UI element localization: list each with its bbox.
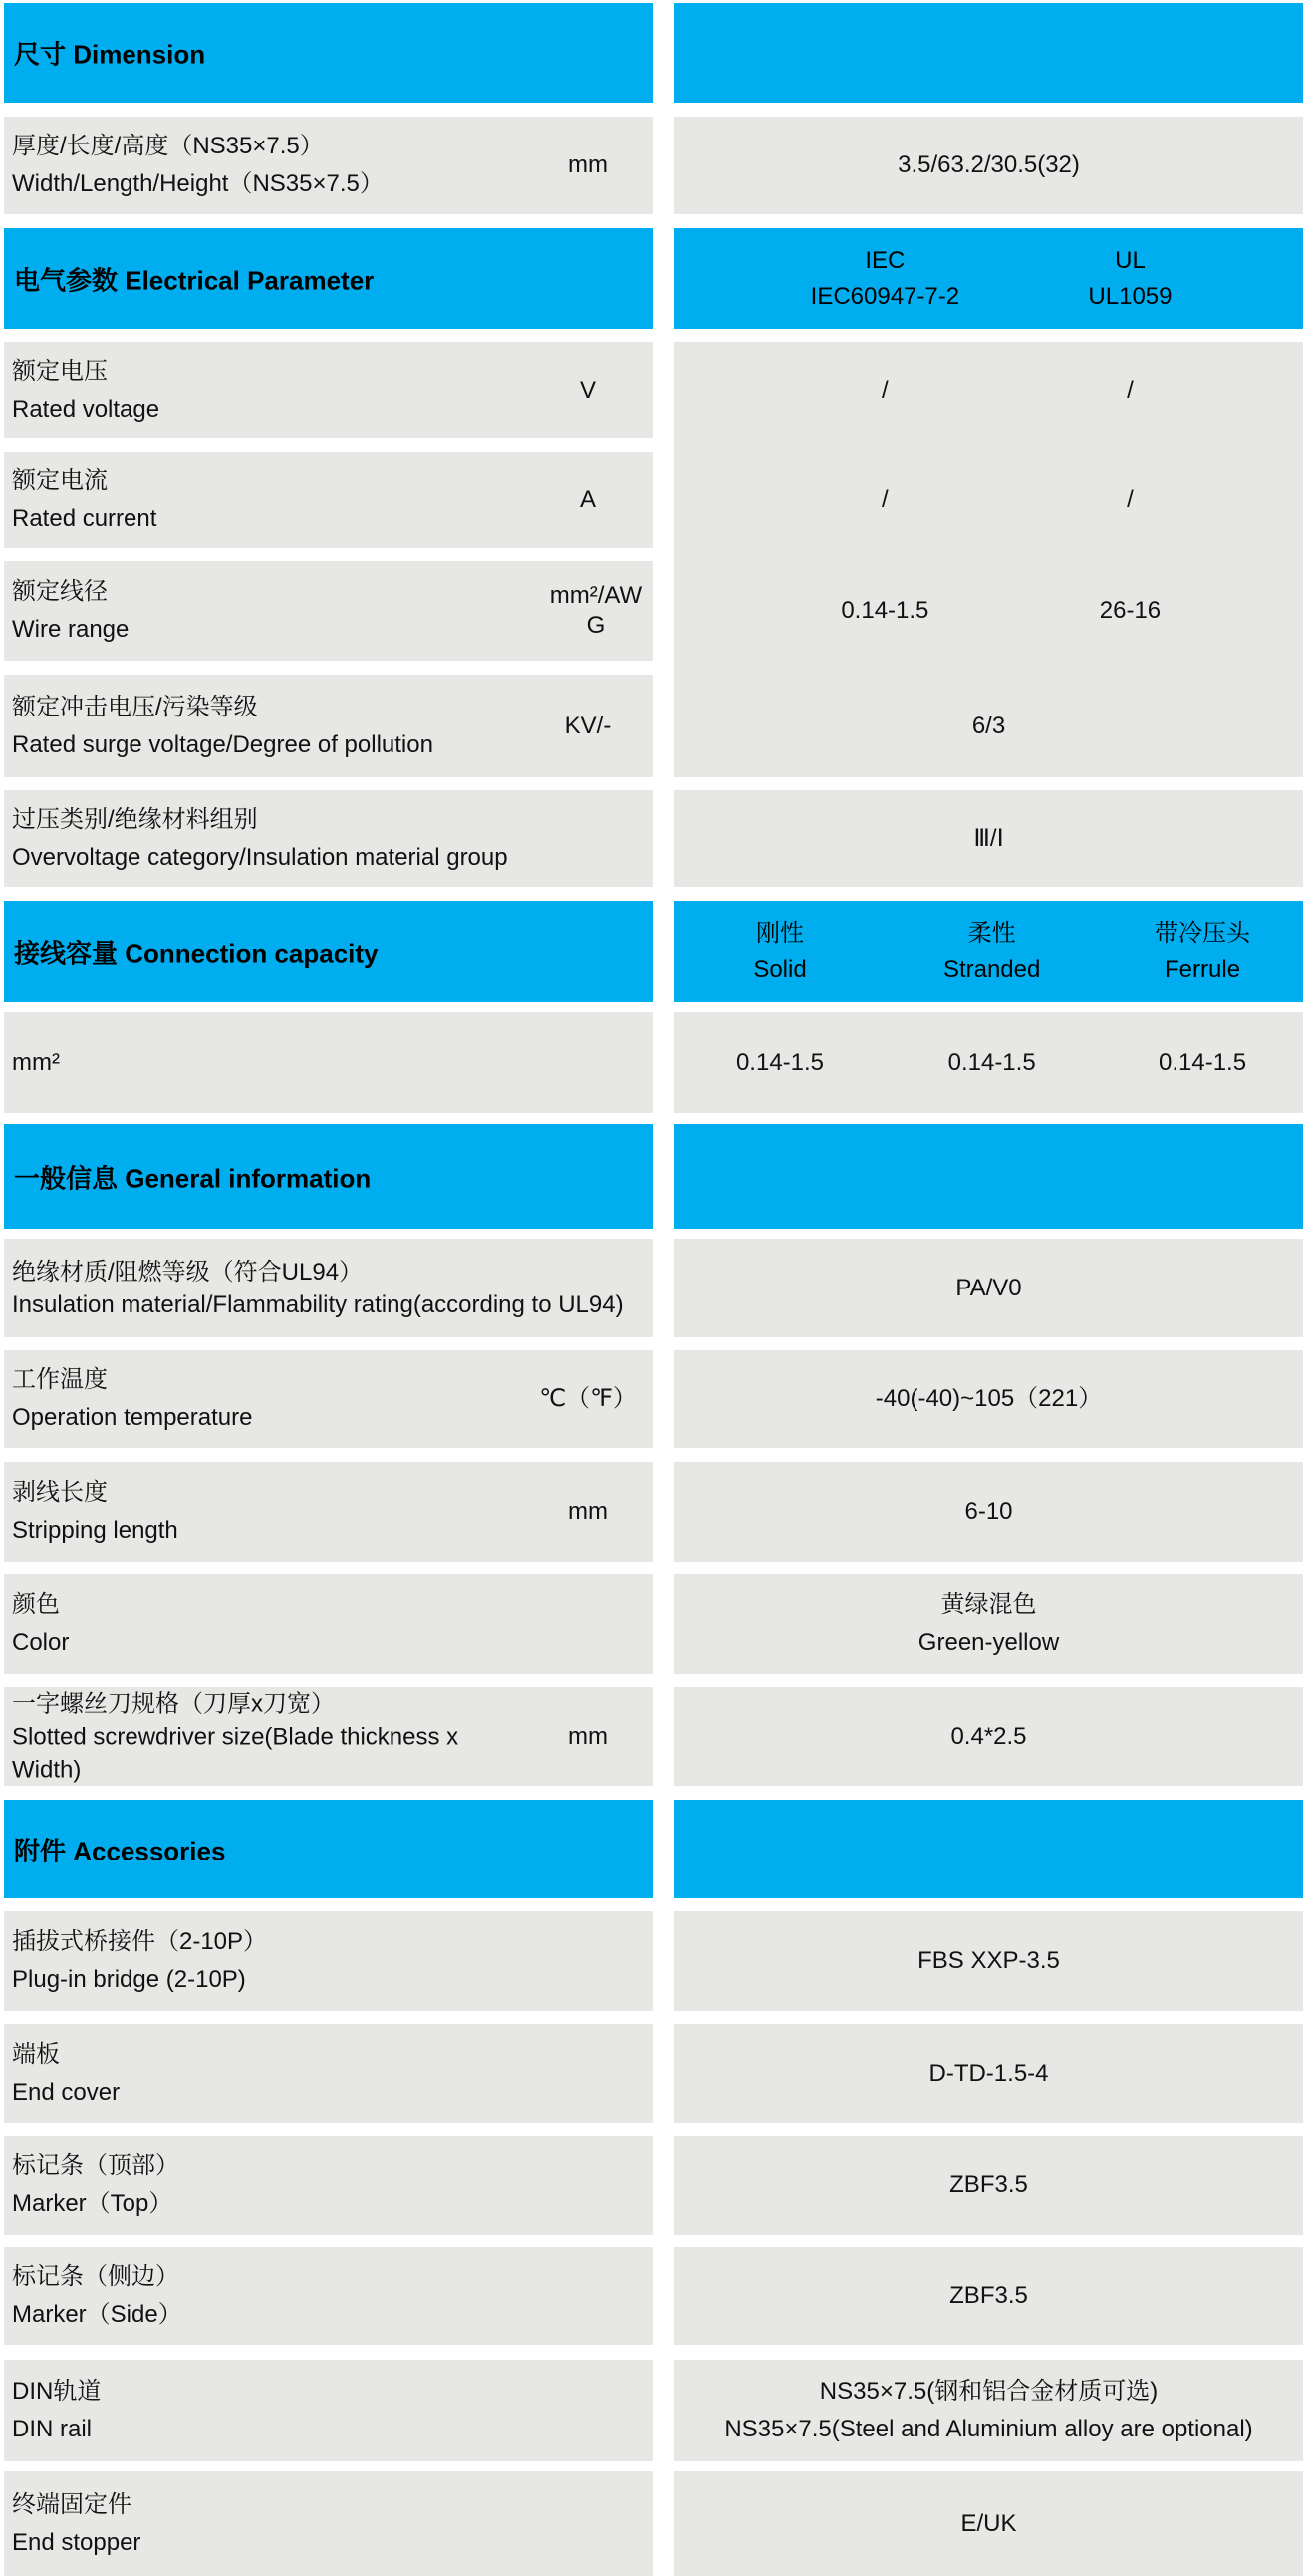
unit: ℃（℉） [539,1385,637,1412]
label-zh: 颜色 [12,1591,60,1618]
section-title: 附件 Accessories [14,1836,226,1865]
row-end-cover [0,2024,1307,2123]
label [12,2258,182,2334]
label [12,1586,69,1662]
section-header-electrical-left [4,228,653,329]
column-header-stranded [943,916,1040,988]
label-cell [4,1687,653,1786]
value: PA/V0 [955,1274,1022,1301]
label-cell [4,1012,653,1113]
column-header-solid-zh: 刚性 [756,919,804,947]
label-zh: 工作温度 [12,1366,108,1393]
value: Ⅲ/Ⅰ [973,824,1004,852]
label-en: Marker（Top） [12,2190,173,2217]
value-cell [674,2360,1303,2461]
label-en: Overvoltage category/Insulation material group [12,843,508,871]
row-din-rail [0,2360,1307,2461]
section-header-dimension [0,3,1307,103]
value-cell [674,2471,1303,2576]
label-cell [4,117,653,214]
label-en: Insulation material/Flammability rating(according to UL94) [12,1290,624,1318]
label [12,1361,252,1437]
value-cell-merged [674,342,1303,777]
label-zh: 绝缘材质/阻燃等级（符合UL94） [12,1258,364,1286]
row-overvoltage-category [0,790,1307,887]
label-zh: 标记条（顶部） [12,2152,179,2179]
label-en: Wire range [12,616,130,643]
unit: V [579,376,596,404]
value: FBS XXP-3.5 [917,1947,1060,1974]
section-title: 电气参数 Electrical Parameter [14,265,375,295]
value [724,2373,1252,2448]
label-cell [4,1239,653,1337]
column-header-ul [1088,243,1172,315]
value-cell [674,2024,1303,2123]
value-cell [674,2247,1303,2345]
value-zh: 黄绿混色 [940,1591,1037,1618]
voltage-value-band [674,342,1303,438]
value-ul: 26-16 [1099,597,1162,624]
label [12,2373,101,2448]
value-cell [674,790,1303,887]
label [12,1923,267,1999]
label-en: Operation temperature [12,1404,253,1431]
value: E/UK [960,2509,1017,2537]
section-header-general [0,1124,1307,1229]
value-cell [674,1574,1303,1674]
value-iec: / [882,486,889,513]
section-header-electrical-right [674,228,1303,329]
label-en: Rated surge voltage/Degree of pollution [12,730,433,758]
column-header-ul-standard: UL1059 [1088,282,1173,310]
value: ZBF3.5 [949,2282,1028,2309]
value: D-TD-1.5-4 [928,2059,1049,2087]
section-header-general-right [674,1124,1303,1229]
unit: A [579,486,596,513]
row-operation-temperature [0,1350,1307,1448]
label-zh: 终端固定件 [12,2490,131,2518]
section-title: 一般信息 General information [14,1163,372,1193]
value-en: Green-yellow [917,1629,1060,1656]
row-size [0,117,1307,214]
label [12,1044,60,1082]
label [12,2486,140,2562]
label-en: Marker（Side） [12,2301,182,2328]
unit: KV/- [564,712,612,739]
section-header-accessories-left [4,1800,653,1898]
row-color [0,1574,1307,1674]
electrical-values-merged-cell [0,342,1307,777]
row-marker-top [0,2136,1307,2235]
section-header-connection [0,901,1307,1002]
column-header-solid-en: Solid [753,955,807,983]
label-zh: 剥线长度 [12,1479,108,1506]
column-header-solid [753,916,806,988]
label [12,1687,530,1786]
value-zh: NS35×7.5(钢和铝合金材质可选) [819,2378,1159,2405]
label-en: Slotted screwdriver size(Blade thickness x Width) [12,1723,459,1783]
label-cell [4,1350,653,1448]
row-connection-capacity [0,1012,1307,1113]
label-zh: 一字螺丝刀规格（刀厚x刀宽） [12,1690,335,1717]
row-screwdriver-size [0,1687,1307,1786]
label [12,128,384,203]
label-unit: mm² [12,1048,60,1076]
label-zh: DIN轨道 [12,2378,102,2405]
label [12,1474,178,1550]
label-zh: 端板 [12,2040,60,2068]
value-cell [674,1462,1303,1562]
value-solid: 0.14-1.5 [735,1048,825,1076]
label-cell [4,1574,653,1674]
value-ferrule: 0.14-1.5 [1158,1048,1247,1076]
section-title: 接线容量 Connection capacity [14,938,379,968]
label-cell [4,1462,653,1562]
value-cell [674,1350,1303,1448]
value: 3.5/63.2/30.5(32) [898,151,1080,178]
value-ul: / [1127,376,1134,404]
unit: mm [568,1722,608,1750]
value-iec: / [882,376,889,404]
row-plug-in-bridge [0,1911,1307,2011]
label-cell [4,2136,653,2235]
label-cell [4,2247,653,2345]
value-cell [674,1911,1303,2011]
label [12,2147,179,2223]
column-header-iec-label: IEC [865,246,906,274]
current-value-band [674,452,1303,548]
section-header-electrical [0,228,1307,329]
label-cell [4,2024,653,2123]
label-zh: 额定电流 [12,467,108,494]
label-cell [4,2360,653,2461]
row-end-stopper [0,2471,1307,2576]
label-zh: 厚度/长度/高度（NS35×7.5） [12,133,324,159]
value-stranded: 0.14-1.5 [947,1048,1036,1076]
unit: mm [568,1498,608,1525]
value-cell [674,1239,1303,1337]
label [12,1256,624,1321]
row-insulation-material [0,1239,1307,1337]
unit: mm [568,151,608,178]
value: ZBF3.5 [949,2171,1028,2198]
label-cell [4,1911,653,2011]
value-cell [674,2136,1303,2235]
row-marker-side [0,2247,1307,2345]
section-title: 尺寸 Dimension [14,39,206,70]
section-header-connection-left [4,901,653,1002]
value: 6/3 [971,712,1006,739]
value: -40(-40)~105（221） [875,1385,1103,1412]
value [918,1586,1059,1662]
column-header-ferrule-en: Ferrule [1165,955,1241,983]
label-en: Stripping length [12,1517,178,1544]
label-zh: 过压类别/绝缘材料组别 [12,805,258,833]
value-cell [674,1012,1303,1113]
column-header-ul-label: UL [1115,246,1146,274]
column-header-ferrule-zh: 带冷压头 [1155,919,1251,947]
label-cell [4,2471,653,2576]
column-header-stranded-en: Stranded [942,955,1041,983]
section-header-general-left [4,1124,653,1229]
value-ul: / [1127,486,1134,513]
label-en: Color [12,1629,70,1656]
column-header-iec-standard: IEC60947-7-2 [810,282,960,310]
label [12,2036,120,2112]
wire-value-band [674,561,1303,661]
label-en: Rated current [12,505,157,532]
value-cell [674,117,1303,214]
section-header-connection-right [674,901,1303,1002]
label-zh: 额定电压 [12,357,108,385]
column-header-iec [811,243,959,315]
section-header-dimension-right [674,3,1303,103]
value: 6-10 [964,1498,1013,1525]
column-header-ferrule [1155,916,1250,988]
column-header-stranded-zh: 柔性 [967,919,1016,947]
label-zh: 插拔式桥接件（2-10P） [12,1928,268,1955]
label-en: DIN rail [12,2416,93,2442]
label-zh: 额定线径 [12,578,108,605]
surge-value-band [674,675,1303,777]
label-en: Rated voltage [12,395,160,423]
value-cell [674,1687,1303,1786]
section-header-accessories-right [674,1800,1303,1898]
label-en: End stopper [12,2528,141,2556]
value-en: NS35×7.5(Steel and Aluminium alloy are optional) [724,2416,1253,2442]
value: 0.4*2.5 [950,1722,1027,1750]
label-zh: 额定冲击电压/污染等级 [12,693,258,720]
row-stripping-length [0,1462,1307,1562]
label-en: Width/Length/Height（NS35×7.5） [12,170,384,197]
label-zh: 标记条（侧边） [12,2263,179,2290]
section-header-accessories [0,1800,1307,1898]
label-en: End cover [12,2078,121,2106]
label [12,801,508,877]
label-cell [4,790,653,887]
unit: mm²/AWG [549,582,643,639]
section-header-dimension-left [4,3,653,103]
value-iec: 0.14-1.5 [841,597,929,624]
label-en: Plug-in bridge (2-10P) [12,1966,246,1993]
